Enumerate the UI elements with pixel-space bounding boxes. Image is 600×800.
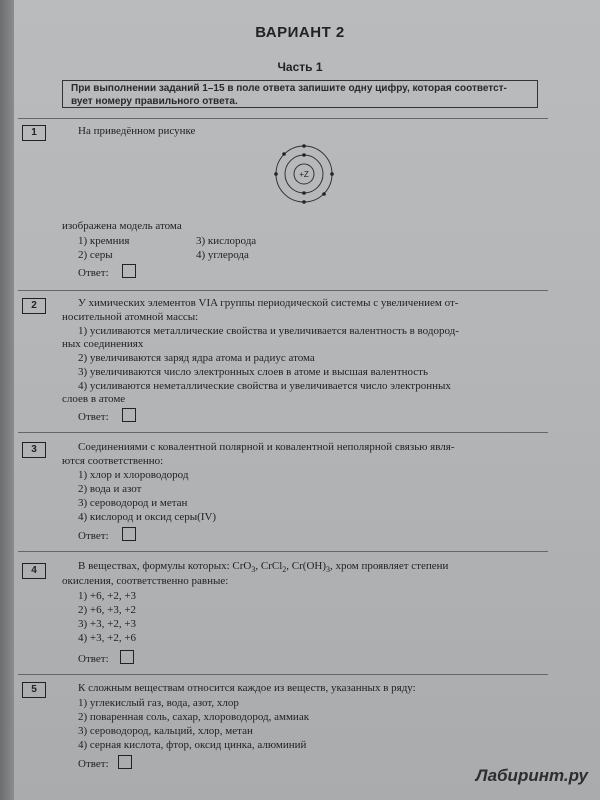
question-divider bbox=[18, 432, 548, 433]
q5-answer-box[interactable] bbox=[118, 755, 132, 769]
q3-option-3: 3) сероводород и метан bbox=[78, 497, 188, 509]
q5-option-1: 1) углекислый газ, вода, азот, хлор bbox=[78, 697, 239, 709]
q4-option-1: 1) +6, +2, +3 bbox=[78, 590, 137, 602]
q1-option-3: 3) кислорода bbox=[196, 235, 257, 247]
q1-answer-box[interactable] bbox=[122, 264, 136, 278]
instruction-box bbox=[62, 80, 538, 108]
question-number-1: 1 bbox=[22, 125, 46, 141]
electron-dot bbox=[330, 172, 334, 176]
question-number-3: 3 bbox=[22, 442, 46, 458]
q2-option-2: 2) увеличиваются заряд ядра атома и радиус атома bbox=[78, 352, 315, 364]
q2-option-3: 3) увеличиваются число электронных слоев в атоме и высшая валентность bbox=[78, 366, 428, 378]
q5-option-2: 2) поваренная соль, сахар, хлороводород, аммиак bbox=[78, 711, 310, 723]
q1-stem: изображена модель атома bbox=[62, 220, 182, 232]
question-divider bbox=[18, 551, 548, 552]
electron-dot bbox=[302, 153, 306, 157]
atom-model-diagram bbox=[272, 142, 336, 206]
q1-option-1: 1) кремния bbox=[78, 235, 130, 247]
q1-answer-label: Ответ: bbox=[78, 267, 109, 279]
q4-stem-line-1: В веществах, формулы которых: CrO$_3$, CrCl$_2$, $Cr(OH)_3$, хром проявляет степени bbox=[78, 560, 449, 575]
electron-dot bbox=[274, 172, 278, 176]
q2-option-4b: слоев в атоме bbox=[62, 393, 126, 405]
q4-option-3: 3) +3, +2, +3 bbox=[78, 618, 137, 630]
q3-answer-box[interactable] bbox=[122, 527, 136, 541]
electron-dot bbox=[282, 152, 286, 156]
electron-dot bbox=[322, 192, 326, 196]
variant-title: ВАРИАНТ 2 bbox=[255, 24, 345, 41]
formula-crcl2: CrCl$_2$ bbox=[260, 560, 287, 575]
q2-stem-line-2: носительной атомной массы: bbox=[62, 311, 199, 323]
q5-option-4: 4) серная кислота, фтор, оксид цинка, алюминий bbox=[78, 739, 307, 751]
question-divider bbox=[18, 118, 548, 119]
q2-option-1b: ных соединениях bbox=[62, 338, 144, 350]
watermark-logo: Лабиринт.ру bbox=[475, 766, 588, 785]
q4-answer-label: Ответ: bbox=[78, 653, 109, 665]
q5-answer-label: Ответ: bbox=[78, 758, 109, 770]
q2-option-1a: 1) усиливаются металлические свойства и увеличивается валентность в водород- bbox=[78, 325, 459, 337]
q1-option-2: 2) серы bbox=[78, 249, 113, 261]
electron-dot bbox=[302, 144, 306, 148]
q4-option-2: 2) +6, +3, +2 bbox=[78, 604, 137, 616]
question-number-4: 4 bbox=[22, 563, 46, 579]
electron-dot bbox=[302, 191, 306, 195]
q5-stem: К сложным веществам относится каждое из веществ, указанных в ряду: bbox=[78, 682, 416, 694]
q5-option-3: 3) сероводород, кальций, хлор, метан bbox=[78, 725, 253, 737]
part-title: Часть 1 bbox=[277, 60, 323, 74]
nucleus-label: +Z bbox=[299, 170, 309, 179]
question-number-2: 2 bbox=[22, 298, 46, 314]
q3-option-1: 1) хлор и хлороводород bbox=[78, 469, 189, 481]
q3-stem-line-2: ются соответственно: bbox=[62, 455, 164, 467]
instruction-line-2: вует номеру правильного ответа. bbox=[71, 96, 238, 107]
q3-option-4: 4) кислород и оксид серы(IV) bbox=[78, 511, 217, 523]
q4-stem-line-2: окисления, соответственно равные: bbox=[62, 575, 229, 587]
q4-stem-outro: , хром проявляет степени bbox=[330, 560, 449, 572]
q4-answer-box[interactable] bbox=[120, 650, 134, 664]
q2-stem-line-1: У химических элементов VIA группы периодической системы с увеличением от- bbox=[78, 297, 459, 309]
instruction-line-1: При выполнении заданий 1–15 в поле ответа запишите одну цифру, которая соответст- bbox=[71, 83, 507, 94]
question-number-5: 5 bbox=[22, 682, 46, 698]
q4-option-4: 4) +3, +2, +6 bbox=[78, 632, 137, 644]
formula-croh3: $Cr(OH)_3$ bbox=[291, 560, 330, 575]
q2-option-4a: 4) усиливаются неметаллические свойства и увеличивается число электронных bbox=[78, 380, 451, 392]
question-divider bbox=[18, 290, 548, 291]
q1-option-4: 4) углерода bbox=[196, 249, 249, 261]
q3-answer-label: Ответ: bbox=[78, 530, 109, 542]
q2-answer-box[interactable] bbox=[122, 408, 136, 422]
formula-cro3: CrO$_3$ bbox=[232, 560, 256, 575]
electron-dot bbox=[302, 200, 306, 204]
book-spine bbox=[0, 0, 14, 800]
q1-intro: На приведённом рисунке bbox=[78, 125, 196, 137]
q2-answer-label: Ответ: bbox=[78, 411, 109, 423]
q4-stem-intro: В веществах, формулы которых: bbox=[78, 560, 233, 572]
question-divider bbox=[18, 674, 548, 675]
q3-option-2: 2) вода и азот bbox=[78, 483, 142, 495]
q3-stem-line-1: Соединениями с ковалентной полярной и ковалентной неполярной связью явля- bbox=[78, 441, 455, 453]
